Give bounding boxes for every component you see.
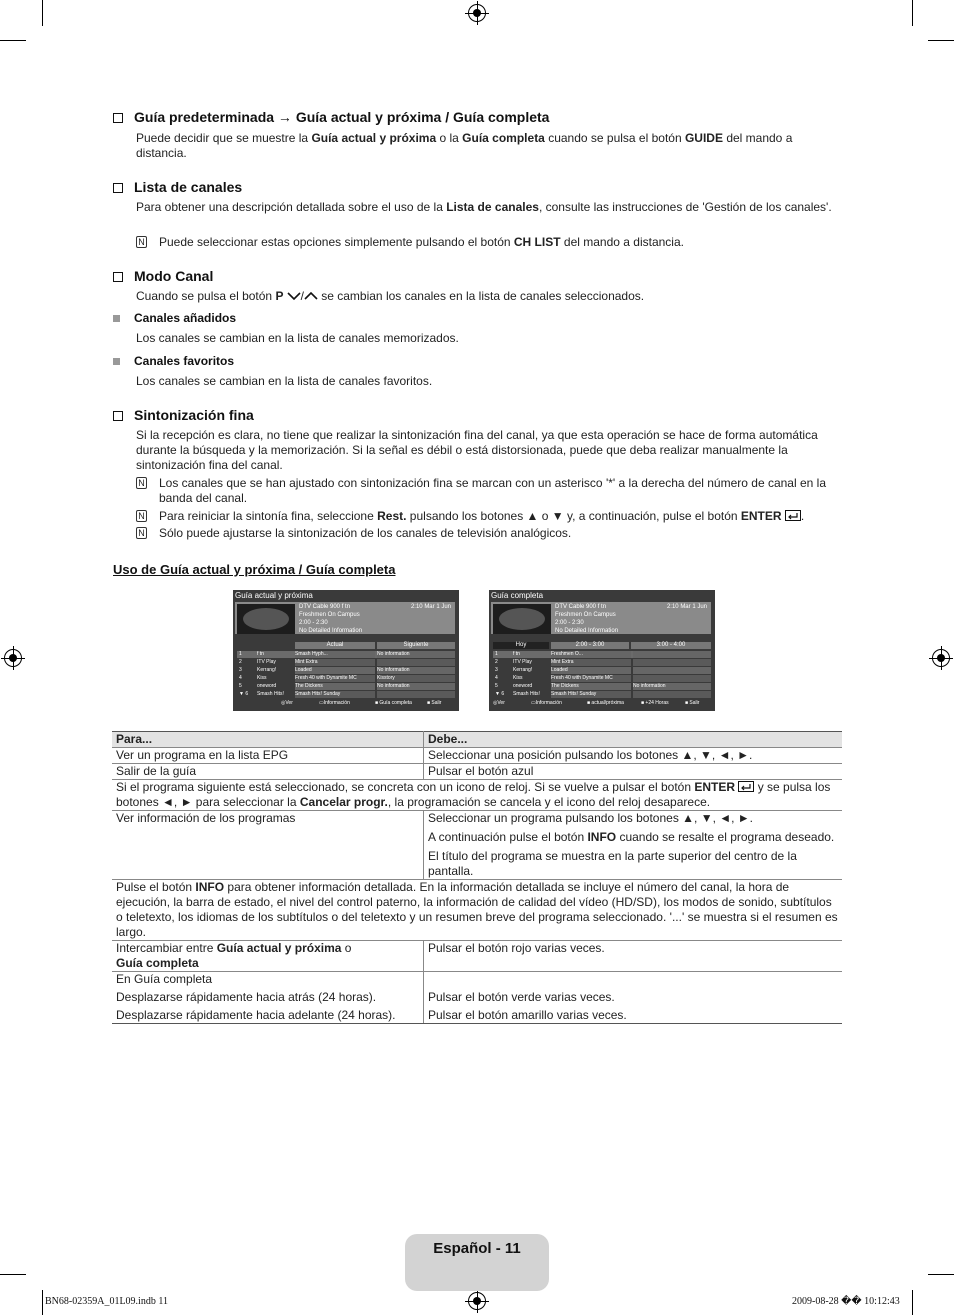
video-thumbnail [493, 604, 551, 634]
table-cell: Pulsar el botón verde varias veces. Pulsar el botón amarillo varias veces. [424, 972, 843, 1024]
crop-mark [912, 1290, 913, 1315]
guide-cell: Smash Hits! Sunday [295, 691, 375, 698]
note: N Puede seleccionar estas opciones simplemente pulsando el botón CH LIST del mando a distancia. [136, 235, 841, 250]
guide-cell: Mint Extra [551, 659, 631, 666]
crop-mark [0, 1274, 26, 1275]
guide-cell: Smash Hits! [257, 691, 284, 697]
subsection-title: Canales añadidos [113, 311, 236, 325]
page-number-box [405, 1234, 549, 1291]
guide-cell: 4 [495, 675, 498, 681]
guide-row [237, 683, 455, 690]
guide-cell: 3 [239, 667, 242, 673]
guide-row [237, 651, 455, 658]
guide-screenshot-full [489, 590, 715, 711]
subsection-title: Canales favoritos [113, 354, 234, 368]
guide-cell: 2 [239, 659, 242, 665]
guide-cell [377, 659, 455, 666]
footer-file: BN68-02359A_01L09.indb 11 [45, 1296, 168, 1307]
section-body: Si la recepción es clara, no tiene que realizar la sintonización fina del canal, ya que esta operación se hace de forma automática durante la búsqueda y la memorización. Si la señal es débil o está distorsionada, puede que deba realizar manualmente la sintonización fina del canal. [136, 428, 818, 472]
guide-cell: Freshmen O... [551, 651, 631, 658]
info-detail: No Detailed Information [299, 628, 363, 634]
info-time: 2:10 Mar 1 Jun [666, 604, 707, 610]
guide-row [493, 683, 711, 690]
guide-cell: Fresh 40 with Dynamite MC [295, 675, 375, 682]
column-header: Hoy [493, 642, 549, 649]
footer-date: 2009-08-28 �� 10:12:43 [792, 1296, 900, 1307]
table-header-cell: Debe... [424, 732, 843, 748]
program-info-panel [235, 602, 455, 634]
info-time: 2:10 Mar 1 Jun [410, 604, 451, 610]
checkbox-icon [113, 411, 123, 421]
guide-cell: f tn [513, 651, 520, 657]
note: N Para reiniciar la sintonía fina, seleccione Rest. pulsando los botones ▲ o ▼ y, a continuación, pulse el botón ENTER . [136, 509, 841, 524]
guide-row [493, 691, 711, 698]
guide-cell: Smash Hits! Sunday [551, 691, 631, 698]
guide-cell: No information [377, 651, 455, 658]
guide-cell [377, 691, 455, 698]
registration-mark [468, 1292, 486, 1310]
info-detail: No Detailed Information [555, 628, 619, 634]
crop-mark [42, 0, 43, 26]
guide-cell: f tn [257, 651, 264, 657]
checkbox-icon [113, 183, 123, 193]
footer-item: ■ Salir [685, 700, 700, 706]
table-row [112, 972, 842, 1024]
guide-cell: 1 [239, 651, 242, 657]
guide-cell: 1 [495, 651, 498, 657]
guide-cell: 4 [239, 675, 242, 681]
chevron-up-icon [304, 291, 318, 301]
chevron-down-icon [287, 291, 301, 301]
guide-cell: Kisstory [377, 675, 455, 682]
guide-cell: 5 [495, 683, 498, 689]
table-cell: Pulsar el botón rojo varias veces. [424, 941, 843, 972]
column-header: Actual [295, 642, 375, 649]
section-title: Guía predeterminada → Guía actual y próxima / Guía completa [113, 109, 549, 125]
registration-mark [4, 649, 22, 667]
footer-item: ◎ Ver [281, 700, 293, 706]
guide-heading: Uso de Guía actual y próxima / Guía completa [113, 562, 396, 577]
footer-item: ■ actual/próxima [587, 700, 624, 706]
bullet-square-icon [113, 358, 120, 365]
page-number: Español - 11 [433, 1240, 521, 1257]
guide-row [237, 659, 455, 666]
table-row [112, 764, 842, 780]
table-cell: Si el programa siguiente está seleccionado, se concreta con un icono de reloj. Si se vuelve a pulsar el botón ENTER y se pulsa los botones ◄, ► para seleccionar la Cancelar progr., la programación se cancela y el icono del reloj desaparece. [112, 780, 842, 811]
footer-item: ▭ Información [531, 700, 562, 706]
note: N Los canales que se han ajustado con sintonización fina se marcan con un asterisco '*' a la derecha del número de canal en la banda del canal. [136, 476, 841, 506]
subsection-body: Los canales se cambian en la lista de canales favoritos. [136, 374, 433, 388]
registration-mark [468, 4, 486, 22]
guide-cell: The Dickens [551, 683, 631, 690]
section-body: Cuando se pulsa el botón P / se cambian los canales en la lista de canales seleccionados. [136, 289, 645, 303]
crop-mark [42, 1290, 43, 1315]
guide-row [493, 651, 711, 658]
subsection-body: Los canales se cambian en la lista de canales memorizados. [136, 331, 459, 345]
table-row [112, 941, 842, 972]
enter-icon [738, 781, 754, 792]
program-info-panel [491, 602, 711, 634]
column-header: Siguiente [377, 642, 455, 649]
section-body: Puede decidir que se muestre la Guía actual y próxima o la Guía completa cuando se pulsa el botón GUIDE del mando a distancia. [136, 131, 793, 160]
guide-screenshot-now-next [233, 590, 459, 711]
guide-cell: Kerrang! [513, 667, 533, 673]
footer-item: ▭ Información [319, 700, 350, 706]
info-slot: 2:00 - 2:30 [555, 620, 584, 626]
guide-cell: No information [633, 683, 711, 690]
guide-row [493, 659, 711, 666]
note-icon: N [136, 477, 147, 489]
guide-cell [633, 651, 711, 658]
guide-cell: Loaded [295, 667, 375, 674]
section-title: Modo Canal [113, 268, 213, 284]
guide-cell: Smash Hyph... [295, 651, 375, 658]
enter-icon [785, 510, 801, 521]
table-cell: Ver un programa en la lista EPG [112, 748, 424, 764]
guide-cell: Smash Hits! [513, 691, 540, 697]
guide-cell: ITV Play [257, 659, 276, 665]
table-row [112, 780, 842, 811]
guide-cell: oneword [513, 683, 533, 689]
table-row [112, 748, 842, 764]
guide-cell: Loaded [551, 667, 631, 674]
table-cell: Ver información de los programas [112, 811, 424, 880]
instructions-table [112, 731, 842, 1024]
guide-cell: No information [377, 667, 455, 674]
guide-cell [633, 659, 711, 666]
note-icon: N [136, 236, 147, 248]
table-cell: Pulsar el botón azul [424, 764, 843, 780]
screen-title: Guía completa [491, 591, 544, 600]
footer-item: ■ Salir [427, 700, 442, 706]
crop-mark [912, 0, 913, 26]
crop-mark [928, 40, 954, 41]
column-header: 2:00 - 3:00 [551, 642, 629, 649]
guide-cell: 2 [495, 659, 498, 665]
table-cell: Pulse el botón INFO para obtener información detallada. En la información detallada se incluye el número del canal, la hora de ejecución, la barra de estado, el nivel del control paterno, la información de calidad del vídeo (HD/SD), los modos de sonido, subtítulos o teletexto, los idiomas de los subtítulos o del teletexto y un resumen breve del programa seleccionado. '...' se muestra si el resumen es largo. [112, 880, 842, 941]
checkbox-icon [113, 113, 123, 123]
guide-cell: 5 [239, 683, 242, 689]
table-row [112, 811, 842, 880]
guide-cell: 3 [495, 667, 498, 673]
table-row [112, 880, 842, 941]
footer-item: ■ +24 Horas [641, 700, 669, 706]
guide-cell: Mint Extra [295, 659, 375, 666]
table-header-row [112, 732, 842, 748]
screen-footer [489, 700, 715, 708]
registration-mark [932, 649, 950, 667]
guide-row [237, 675, 455, 682]
info-channel: DTV Cable 900 f tn [299, 604, 351, 610]
table-cell: Seleccionar una posición pulsando los botones ▲, ▼, ◄, ►. [424, 748, 843, 764]
crop-mark [0, 40, 26, 41]
info-program: Freshmen On Campus [299, 612, 360, 618]
screen-footer [233, 700, 459, 708]
footer-item: ◎ Ver [493, 700, 505, 706]
checkbox-icon [113, 272, 123, 282]
guide-cell [633, 691, 711, 698]
table-cell: Salir de la guía [112, 764, 424, 780]
guide-cell: Kerrang! [257, 667, 277, 673]
note-icon: N [136, 510, 147, 522]
info-slot: 2:00 - 2:30 [299, 620, 328, 626]
section-title: Lista de canales [113, 179, 242, 195]
guide-cell: No information [377, 683, 455, 690]
table-cell: En Guía completa Desplazarse rápidamente hacia atrás (24 horas). Desplazarse rápidamente hacia adelante (24 horas). [112, 972, 424, 1024]
guide-cell [633, 667, 711, 674]
footer-item: ■ Guía completa [375, 700, 412, 706]
guide-row [493, 667, 711, 674]
guide-cell: Kiss [257, 675, 267, 681]
screen-title: Guía actual y próxima [235, 591, 313, 600]
guide-row [493, 675, 711, 682]
info-channel: DTV Cable 900 f tn [555, 604, 607, 610]
table-cell: Intercambiar entre Guía actual y próxima o Guía completa [112, 941, 424, 972]
note: N Sólo puede ajustarse la sintonización de los canales de televisión analógicos. [136, 526, 841, 541]
table-cell: Seleccionar un programa pulsando los botones ▲, ▼, ◄, ►. A continuación pulse el botón INFO cuando se resalte el programa deseado. El título del programa se muestra en la parte superior del centro de la pantalla. [424, 811, 843, 880]
guide-cell: ITV Play [513, 659, 532, 665]
table-header-cell: Para... [112, 732, 424, 748]
guide-cell: Fresh 40 with Dynamite MC [551, 675, 631, 682]
guide-cell: oneword [257, 683, 277, 689]
guide-cell: The Dickens [295, 683, 375, 690]
guide-row [237, 691, 455, 698]
guide-cell: ▼ 6 [495, 691, 505, 697]
bullet-square-icon [113, 315, 120, 322]
guide-cell: ▼ 6 [239, 691, 249, 697]
section-body: Para obtener una descripción detallada sobre el uso de la Lista de canales, consulte las instrucciones de 'Gestión de los canales'. [136, 200, 832, 214]
section-title: Sintonización fina [113, 407, 254, 423]
guide-cell [633, 675, 711, 682]
video-thumbnail [237, 604, 295, 634]
guide-row [237, 667, 455, 674]
note-icon: N [136, 527, 147, 539]
info-program: Freshmen On Campus [555, 612, 616, 618]
crop-mark [928, 1274, 954, 1275]
column-header: 3:00 - 4:00 [631, 642, 711, 649]
guide-cell: Kiss [513, 675, 523, 681]
